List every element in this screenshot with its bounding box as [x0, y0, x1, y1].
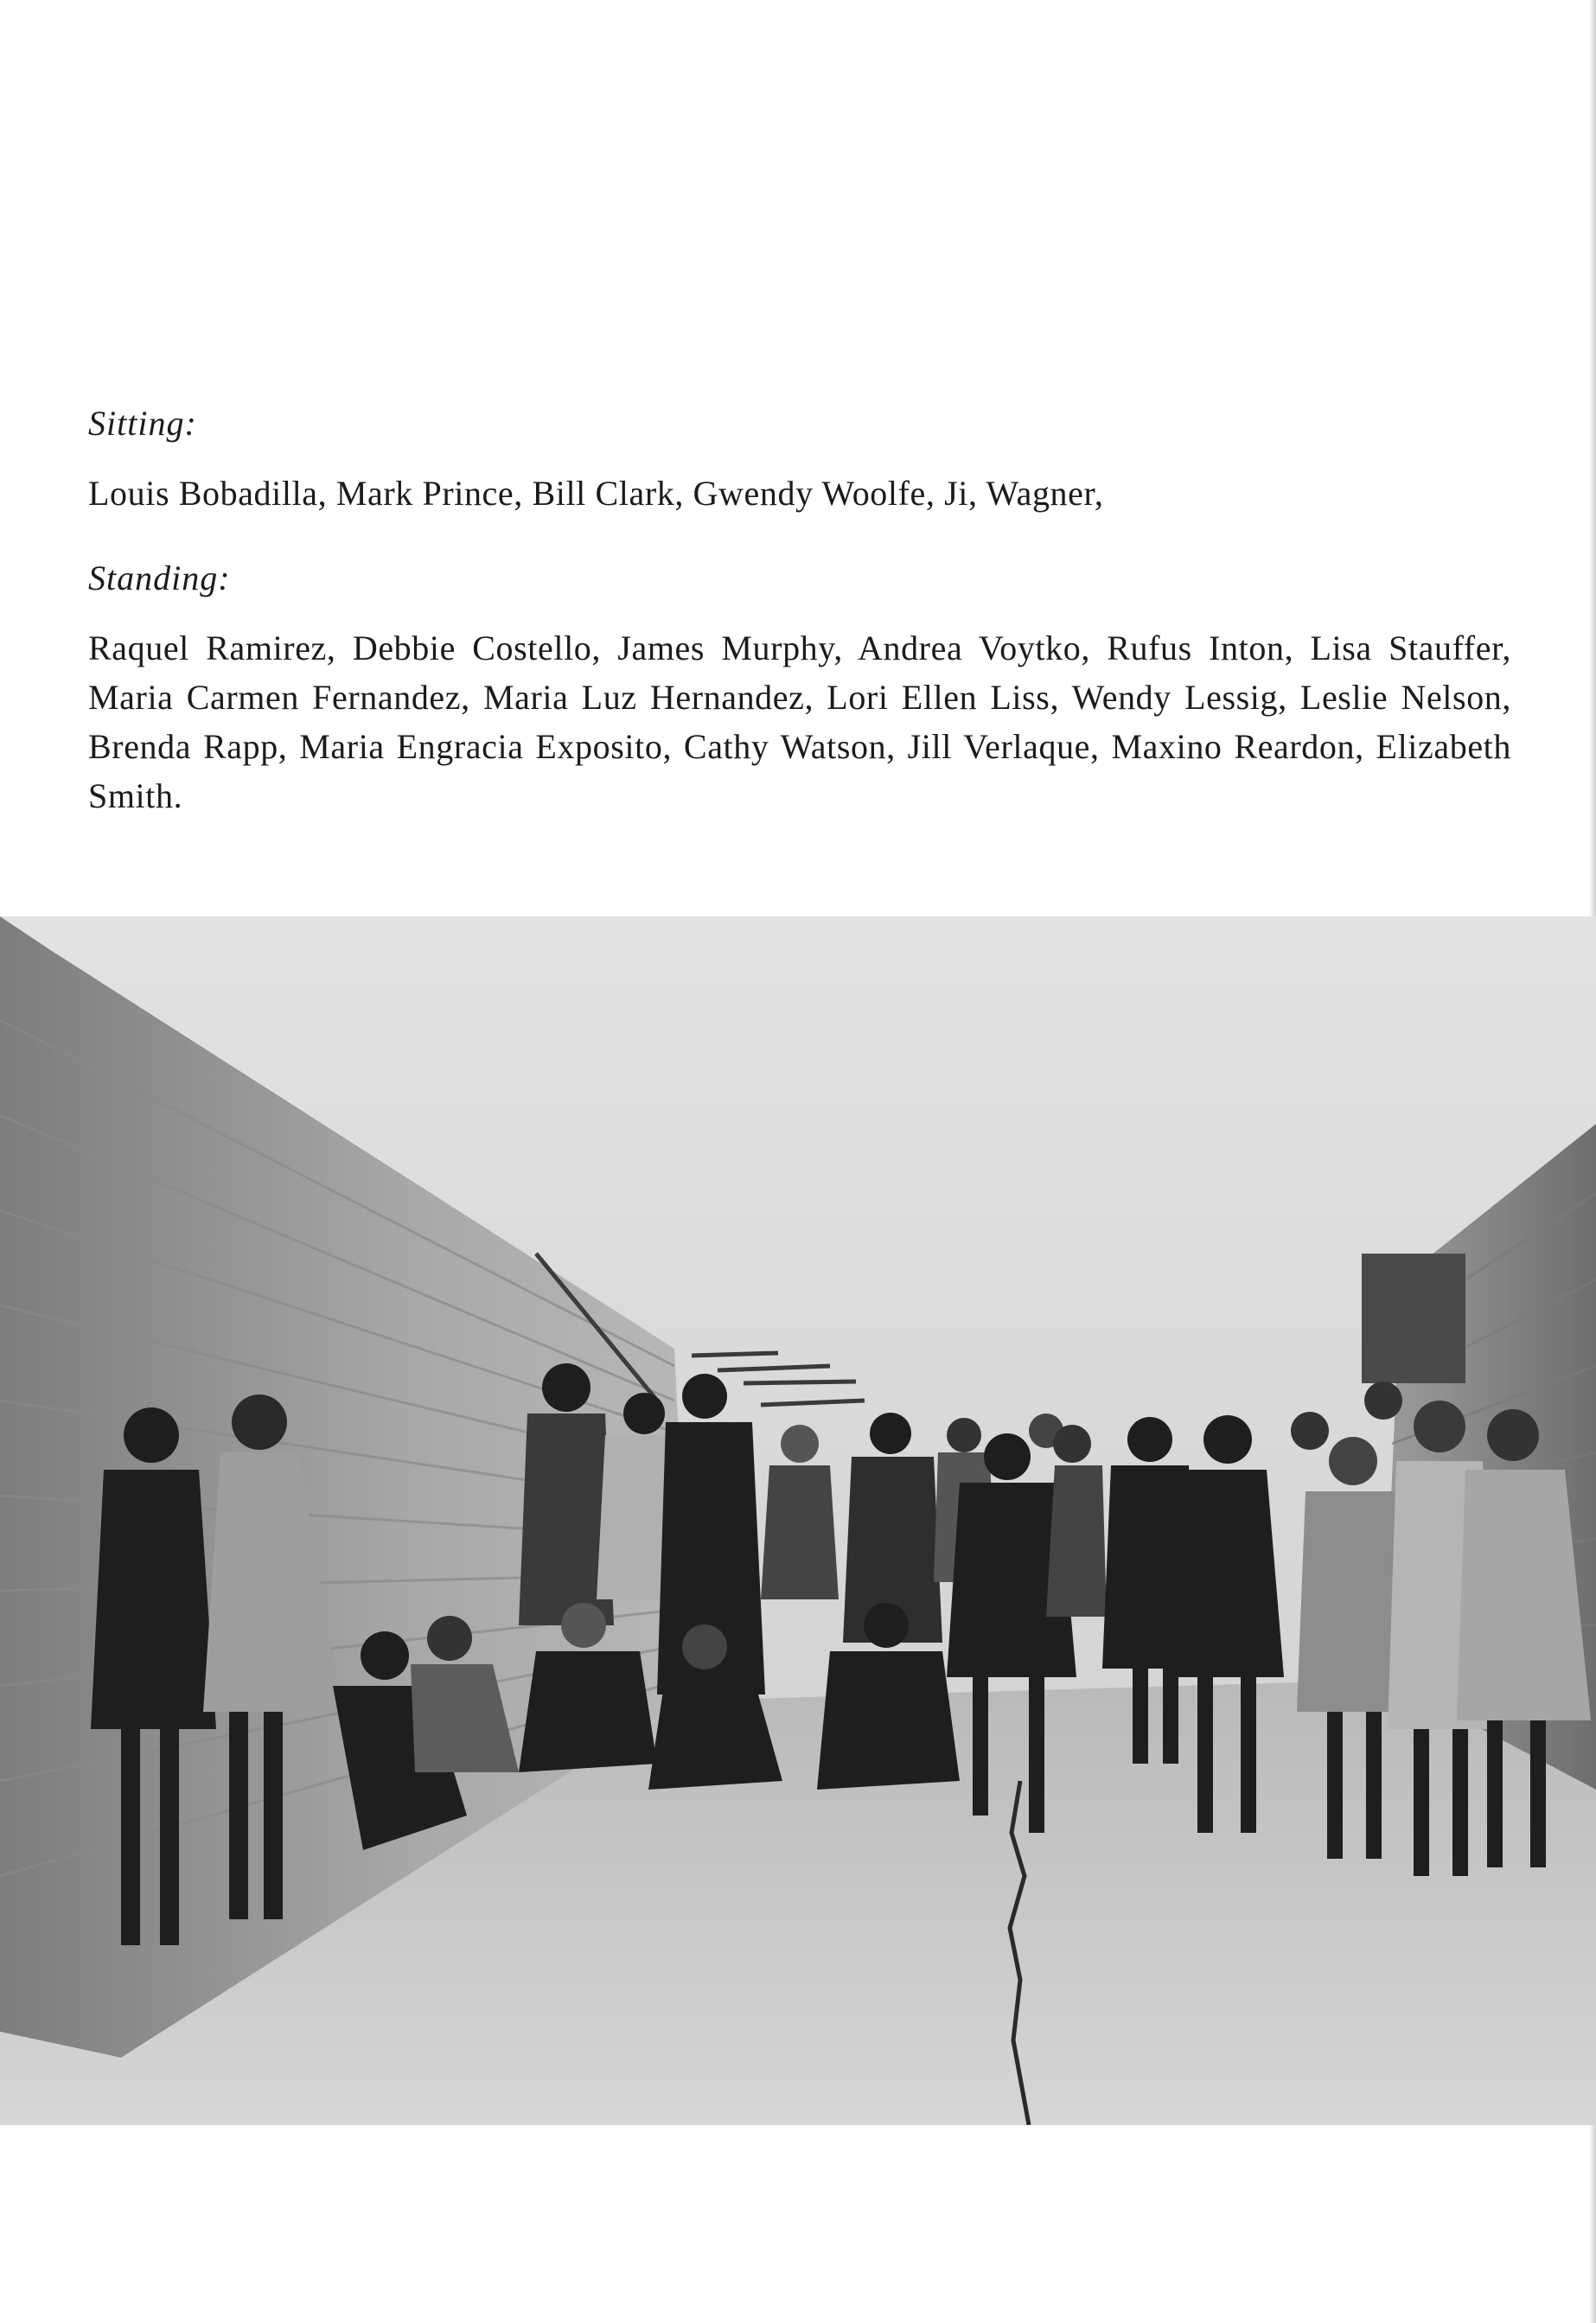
stacked-lumber — [1362, 1254, 1465, 1383]
sitting-names: Louis Bobadilla, Mark Prince, Bill Clark, Gwendy Woolfe, Ji, Wagner, — [88, 474, 1104, 513]
group-photo-illustration — [0, 916, 1596, 2125]
group-photo — [0, 916, 1596, 2125]
photo-caption — [88, 399, 1511, 820]
sitting-heading: Sitting: — [88, 404, 197, 443]
standing-names: Raquel Ramirez, Debbie Costello, James Murphy, Andrea Voytko, Rufus Inton, Lisa Stauffer, Maria Carmen Fernandez, Maria Luz Hernandez, Lori Ellen Liss, Wendy Lessig, Leslie Nelson, Brenda Rapp, Maria Engracia Exposito, Cathy Watson, Jill Verlaque, Maxino Reardon, Elizabeth Smith. — [88, 629, 1511, 815]
standing-heading: Standing: — [88, 558, 231, 597]
